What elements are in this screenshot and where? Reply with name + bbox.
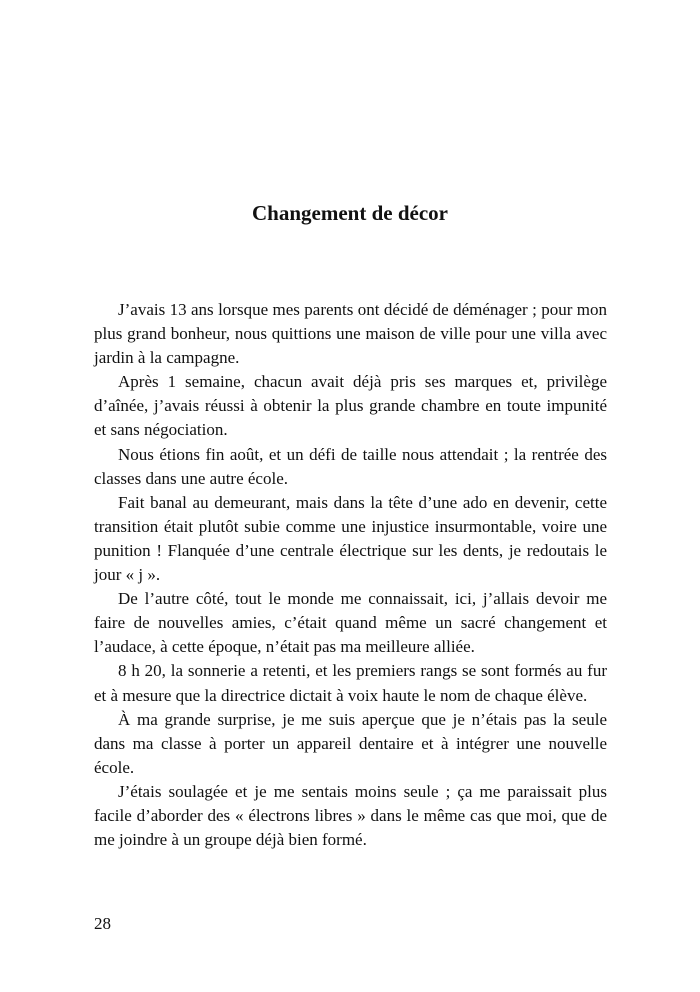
paragraph: 8 h 20, la sonnerie a retenti, et les premiers rangs se sont formés au fur et à mesure que la directrice dictait à voix haute le nom de chaque élève. [94, 661, 607, 705]
paragraph: J’avais 13 ans lorsque mes parents ont décidé de déménager ; pour mon plus grand bonheur, nous quittions une maison de ville pour une villa avec jardin à la campagne. [94, 300, 607, 368]
paragraph: À ma grande surprise, je me suis aperçue que je n’étais pas la seule dans ma classe à porter un appareil dentaire et à intégrer une nouvelle école. [94, 709, 607, 777]
paragraph: De l’autre côté, tout le monde me connaissait, ici, j’allais devoir me faire de nouvelles amies, c’était quand même un sacré changement et l’audace, à cette époque, n’était pas ma meilleure alliée. [94, 589, 607, 657]
paragraph: J’étais soulagée et je me sentais moins seule ; ça me paraissait plus facile d’aborder des « électrons libres » dans le même cas que moi, que de me joindre à un groupe déjà bien formé. [94, 781, 607, 850]
page-title: Changement de décor [252, 201, 448, 225]
body-text [94, 298, 607, 852]
paragraph: Fait banal au demeurant, mais dans la tête d’une ado en devenir, cette transition était plutôt subie comme une injustice insurmontable, voire une punition ! Flanquée d’une centrale électrique sur les dents, je redoutais le jour « j ». [94, 492, 607, 585]
page-number: 28 [94, 914, 111, 933]
paragraph: Nous étions fin août, et un défi de taille nous attendait ; la rentrée des classes dans une autre école. [94, 444, 607, 488]
paragraph: Après 1 semaine, chacun avait déjà pris ses marques et, privilège d’aînée, j’avais réussi à obtenir la plus grande chambre en toute impunité et sans négociation. [94, 372, 607, 440]
